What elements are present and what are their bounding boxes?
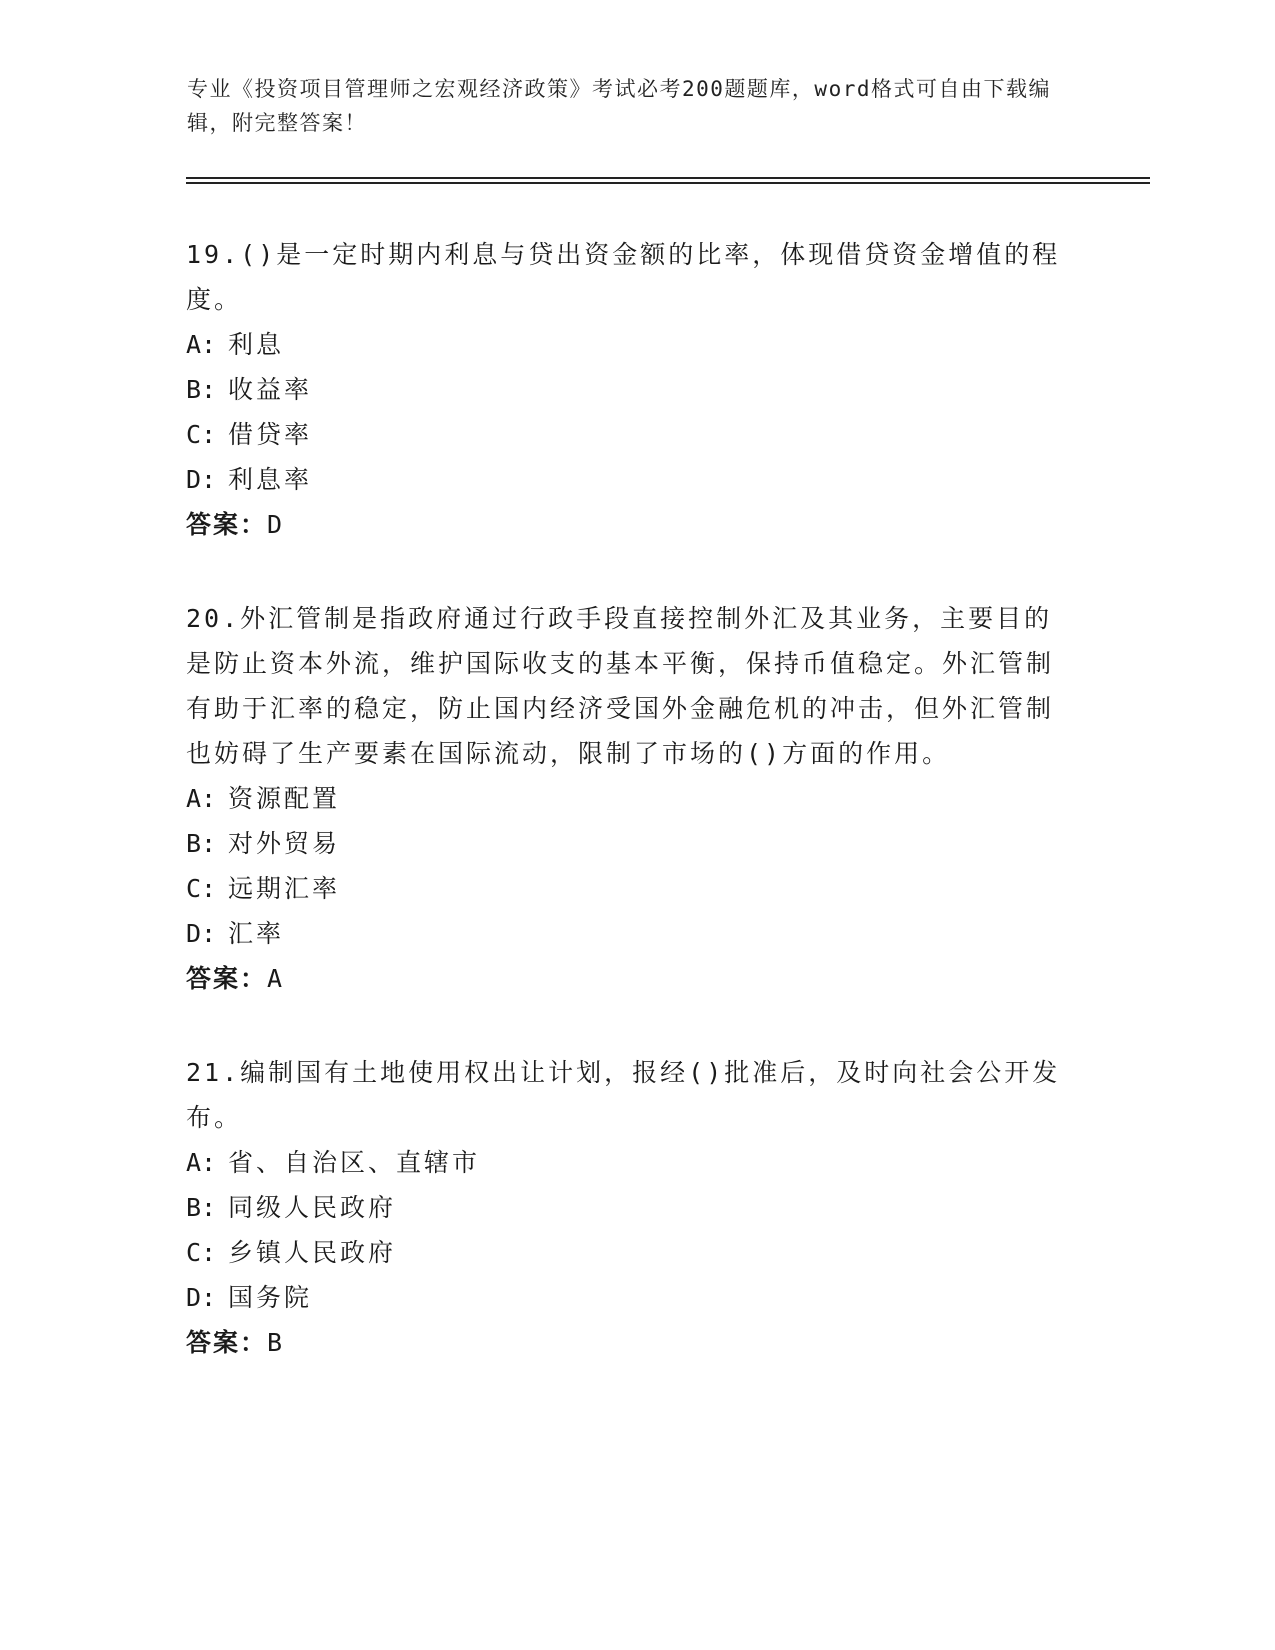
option-letter: C: (186, 874, 217, 903)
option-a (186, 776, 1076, 821)
option-letter: A: (186, 330, 217, 359)
option-a (186, 322, 1076, 367)
question-19 (186, 232, 1076, 547)
option-c (186, 412, 1076, 457)
answer-value: B (267, 1328, 285, 1357)
option-text: 汇率 (228, 919, 285, 948)
option-b (186, 821, 1076, 866)
header-divider-top (186, 177, 1150, 179)
question-21 (186, 1050, 1076, 1365)
question-text: 19.()是一定时期内利息与贷出资金额的比率，体现借贷资金增值的程度。 (186, 240, 1061, 314)
question-number: 20. (186, 604, 241, 633)
option-b (186, 367, 1076, 412)
option-text: 远期汇率 (228, 874, 341, 903)
document-header (187, 72, 1087, 140)
option-text: 收益率 (228, 375, 313, 404)
option-letter: D: (186, 1283, 217, 1312)
question-number: 21. (186, 1058, 241, 1087)
option-d (186, 457, 1076, 502)
header-divider-bottom (186, 182, 1150, 184)
header-description: 专业《投资项目管理师之宏观经济政策》考试必考200题题库，word格式可自由下载编辑，附完整答案！ (187, 77, 1051, 135)
question-text: 21.编制国有土地使用权出让计划，报经()批准后，及时向社会公开发布。 (186, 1058, 1061, 1132)
option-text: 利息率 (228, 465, 313, 494)
answer-label: 答案： (186, 964, 268, 993)
answer-value: D (267, 510, 285, 539)
answer-label: 答案： (186, 510, 268, 539)
answer (186, 956, 1076, 1001)
option-c (186, 1230, 1076, 1275)
option-letter: A: (186, 1148, 217, 1177)
answer-label: 答案： (186, 1328, 268, 1357)
answer (186, 502, 1076, 547)
option-letter: D: (186, 465, 217, 494)
answer-value: A (267, 964, 285, 993)
question-text: 20.外汇管制是指政府通过行政手段直接控制外汇及其业务，主要目的是防止资本外流，维护国际收支的基本平衡，保持币值稳定。外汇管制有助于汇率的稳定，防止国内经济受国外金融危机的冲击，但外汇管制也妨碍了生产要素在国际流动，限制了市场的()方面的作用。 (186, 604, 1055, 768)
option-text: 利息 (228, 330, 285, 359)
option-text: 乡镇人民政府 (228, 1238, 397, 1267)
option-text: 国务院 (228, 1283, 313, 1312)
option-letter: D: (186, 919, 217, 948)
question-number: 19. (186, 240, 241, 269)
option-text: 借贷率 (228, 420, 313, 449)
option-letter: C: (186, 420, 217, 449)
answer (186, 1320, 1076, 1365)
option-text: 省、自治区、直辖市 (228, 1148, 481, 1177)
option-c (186, 866, 1076, 911)
option-letter: C: (186, 1238, 217, 1267)
option-text: 资源配置 (228, 784, 341, 813)
option-letter: A: (186, 784, 217, 813)
option-d (186, 1275, 1076, 1320)
option-letter: B: (186, 829, 217, 858)
question-20 (186, 596, 1076, 1001)
option-b (186, 1185, 1076, 1230)
option-d (186, 911, 1076, 956)
option-text: 对外贸易 (228, 829, 341, 858)
option-text: 同级人民政府 (228, 1193, 397, 1222)
option-letter: B: (186, 1193, 217, 1222)
option-a (186, 1140, 1076, 1185)
option-letter: B: (186, 375, 217, 404)
